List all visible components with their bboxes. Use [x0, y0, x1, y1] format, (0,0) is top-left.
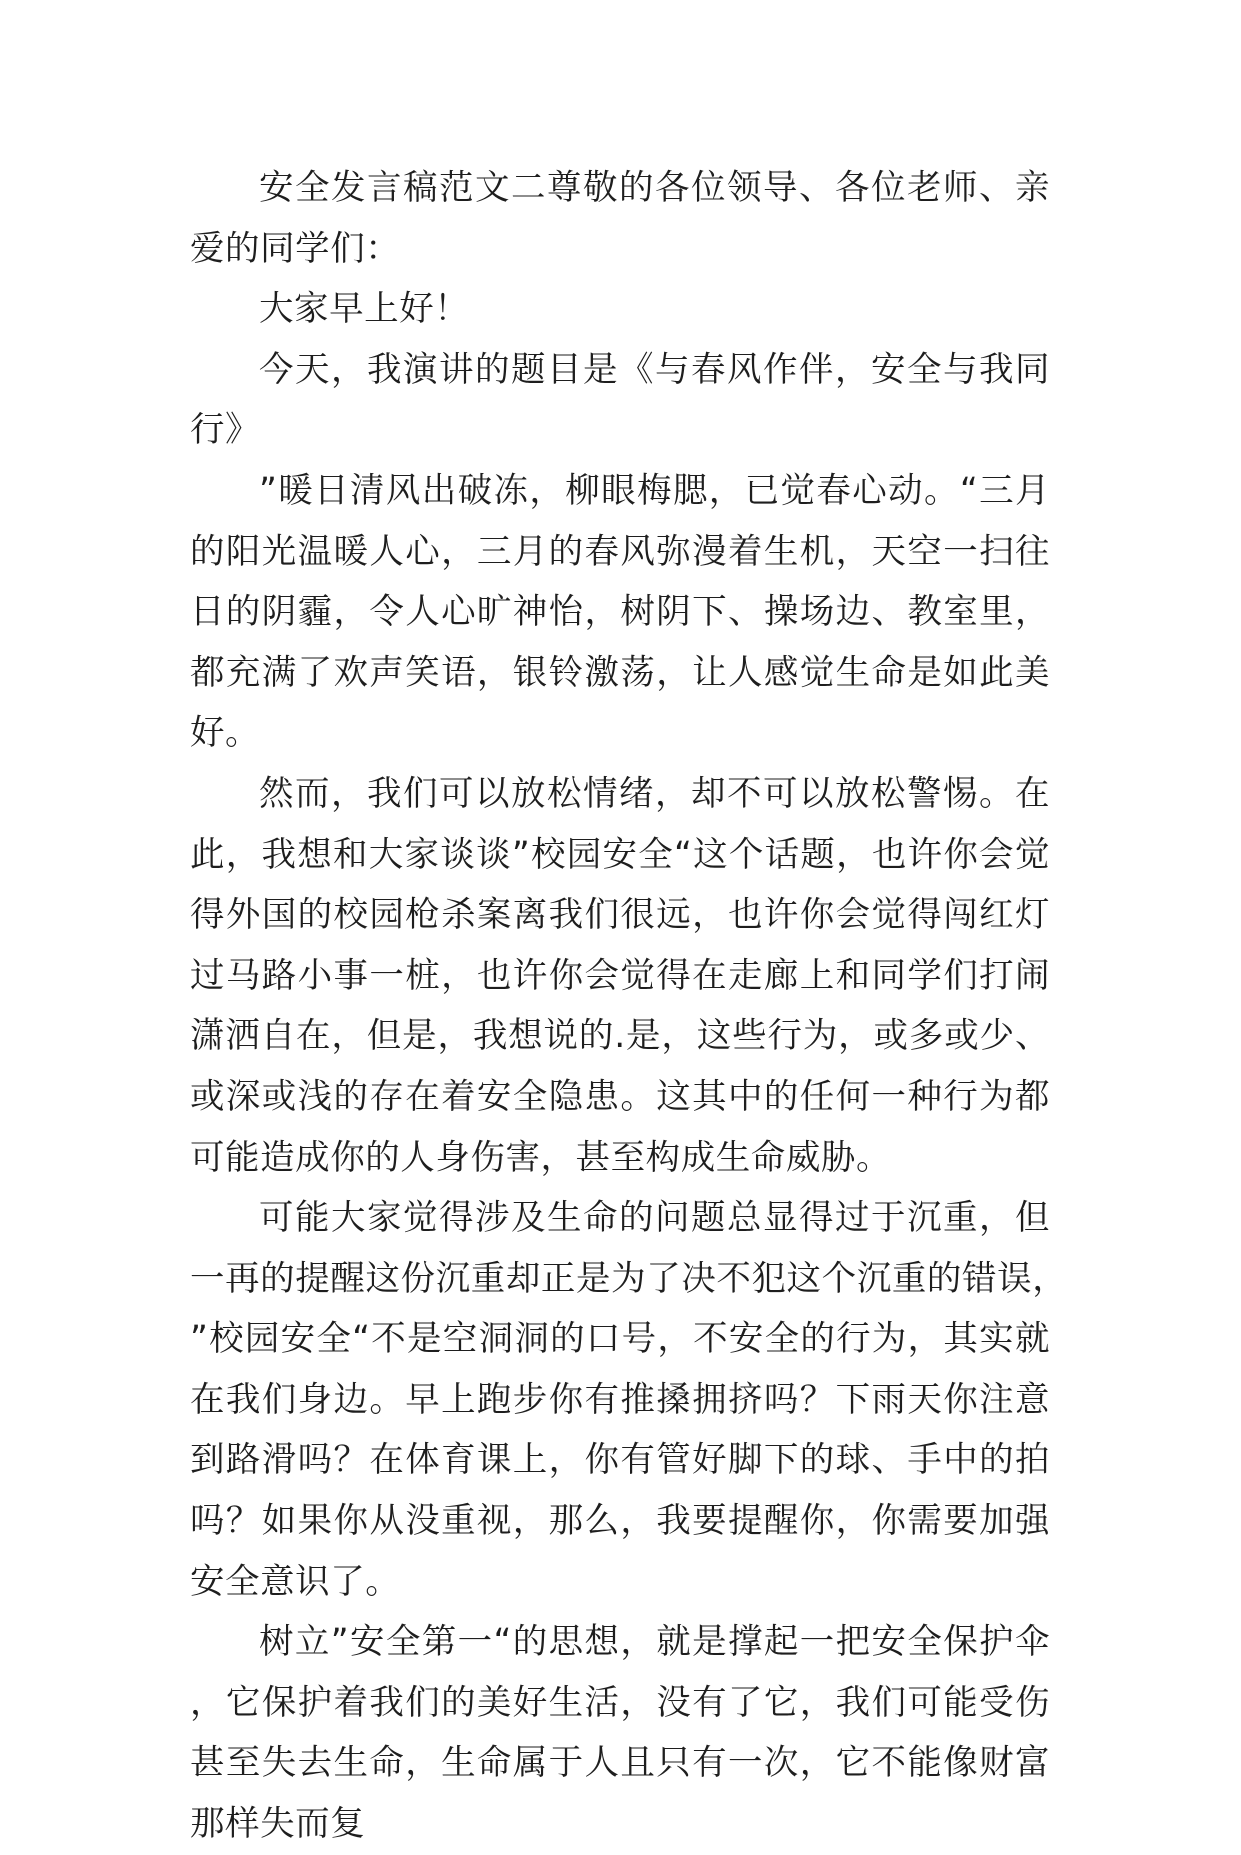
paragraph-speech-topic: 今天，我演讲的题目是《与春风作伴，安全与我同行》 [190, 349, 1050, 451]
paragraph-safety-reminder: 可能大家觉得涉及生命的问题总显得过于沉重，但一再的提醒这份沉重却正是为了决不犯这个沉重的错误，”校园安全“不是空洞洞的口号，不安全的行为，其实就在我们身边。早上跑步你有推搡拥挤吗？下雨天你注意到路滑吗？在体育课上，你有管好脚下的球、手中的拍吗？如果你从没重视，那么，我要提醒你，你需要加强安全意识了。 [190, 1198, 1050, 1602]
paragraph-safety-first: 树立”安全第一“的思想，就是撑起一把安全保护伞，它保护着我们的美好生活，没有了它，我们可能受伤甚至失去生命，生命属于人且只有一次，它不能像财富那样失而复 [190, 1622, 1050, 1845]
paragraph-spring-description: ”暖日清风出破冻，柳眼梅腮，已觉春心动。“三月的阳光温暖人心，三月的春风弥漫着生机，天空一扫往日的阴霾，令人心旷神怡，树阴下、操场边、教室里，都充满了欢声笑语，银铃激荡，让人感觉生命是如此美好。 [190, 470, 1050, 754]
paragraph-campus-safety: 然而，我们可以放松情绪，却不可以放松警惕。在此，我想和大家谈谈”校园安全“这个话题，也许你会觉得外国的校园枪杀案离我们很远，也许你会觉得闯红灯过马路小事一桩，也许你会觉得在走廊上和同学们打闹潇洒自在，但是，我想说的.是，这些行为，或多或少、或深或浅的存在着安全隐患。这其中的任何一种行为都可能造成你的人身伤害，甚至构成生命威胁。 [190, 773, 1050, 1178]
document-body [190, 158, 1050, 1855]
paragraph-morning-greeting: 大家早上好！ [259, 289, 470, 330]
paragraph-title-greeting: 安全发言稿范文二尊敬的各位领导、各位老师、亲爱的同学们： [190, 168, 1050, 269]
